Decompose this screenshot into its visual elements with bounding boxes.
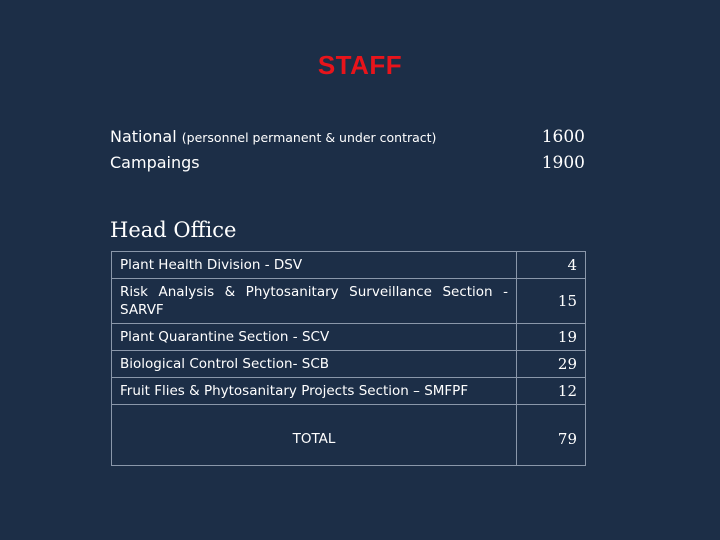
table-row [112,378,586,405]
total-label: TOTAL [112,405,517,466]
total-row [112,405,586,466]
row-value: 29 [517,351,586,378]
summary-value: 1900 [541,153,585,173]
row-name: Plant Health Division - DSV [112,252,517,279]
table-row [112,324,586,351]
table-row [112,252,586,279]
summary-label: Campaings [110,153,200,172]
summary-row-national [110,124,585,150]
summary-label: National (personnel permanent & under contract) [110,127,437,146]
row-value: 15 [517,279,586,324]
row-name: Biological Control Section- SCB [112,351,517,378]
table-row [112,351,586,378]
row-value: 19 [517,324,586,351]
row-name: Fruit Flies & Phytosanitary Projects Section – SMFPF [112,378,517,405]
summary-value: 1600 [541,127,585,147]
staff-summary [110,124,585,176]
row-name: Risk Analysis & Phytosanitary Surveillance Section - SARVF [112,279,517,324]
row-value: 12 [517,378,586,405]
head-office-title: Head Office [110,218,237,242]
head-office-table [111,251,586,466]
total-value: 79 [517,405,586,466]
row-value: 4 [517,252,586,279]
table-row [112,279,586,324]
row-name: Plant Quarantine Section - SCV [112,324,517,351]
slide-title: STAFF [317,50,403,80]
summary-row-campaings [110,150,585,176]
summary-note: (personnel permanent & under contract) [181,130,437,145]
